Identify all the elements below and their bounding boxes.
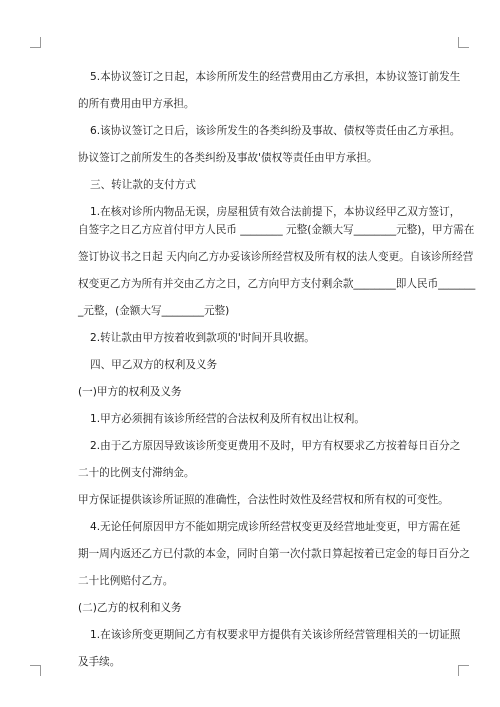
paragraph-line: 2.转让款由甲方按着收到款项的'时间开具收据。	[90, 332, 315, 344]
paragraph-line: 期一周内返还乙方已付款的本金，同时自第一次付款日算起按着已定金的每日百分之	[78, 548, 470, 560]
paragraph-line: 的所有费用由甲方承担。	[78, 98, 195, 110]
section-heading: 三、转让款的支付方式	[90, 179, 196, 191]
paragraph-line: 1.在核对诊所内物品无误，房屋租赁有效合法前提下，本协议经甲乙双方签订，	[90, 206, 461, 218]
paragraph-line: 5.本协议签订之日起，本诊所所发生的经营费用由乙方承担，本协议签订前发生	[90, 71, 461, 83]
subsection-heading: (二)乙方的权利和义务	[78, 602, 182, 614]
paragraph-line: 1.在该诊所变更期间乙方有权要求甲方提供有关该诊所经营管理相关的一切证照	[90, 629, 461, 641]
paragraph-line: 自签字之日乙方应首付甲方人民币 ________ 元整(金额大写________元整)，甲方需在	[78, 224, 475, 236]
paragraph-line: _元整，(金额大写________元整)	[78, 305, 230, 317]
paragraph-line: 协议签订之前所发生的各类纠纷及事故'债权等责任由甲方承担。	[78, 152, 378, 164]
paragraph-line: 2.由于乙方原因导致该诊所变更费用不及时，甲方有权要求乙方按着每日百分之	[90, 440, 461, 452]
paragraph-line: 1.甲方必须拥有该诊所经营的合法权利及所有权出让权利。	[90, 413, 365, 425]
section-heading: 四、甲乙双方的权利及义务	[90, 359, 218, 371]
crop-mark-bottom-right	[458, 665, 469, 676]
paragraph-line: 签订协议书之日起 天内向乙方办妥该诊所经营权及所有权的法人变更。自该诊所经营	[78, 251, 474, 263]
paragraph-line: 甲方保证提供该诊所证照的准确性，合法性时效性及经营权和所有权的可变性。	[78, 494, 449, 506]
crop-mark-bottom-left	[30, 665, 41, 676]
subsection-heading: (一)甲方的权利及义务	[78, 386, 182, 398]
paragraph-line: 4.无论任何原因甲方不能如期完成诊所经营权变更及经营地址变更，甲方需在延	[90, 521, 461, 533]
crop-mark-top-left	[30, 37, 41, 48]
paragraph-line: 二十的比例支付滞纳金。	[78, 467, 195, 479]
crop-mark-top-right	[458, 37, 469, 48]
paragraph-line: 及手续。	[78, 656, 121, 668]
paragraph-line: 6.该协议签订之日后，该诊所发生的各类纠纷及事故、债权等责任由乙方承担。	[90, 125, 461, 137]
paragraph-line: 二十比例赔付乙方。	[78, 575, 174, 587]
paragraph-line: 权变更乙方为所有并交由乙方之日，乙方向甲方支付剩余款________即人民币_______	[78, 278, 476, 290]
